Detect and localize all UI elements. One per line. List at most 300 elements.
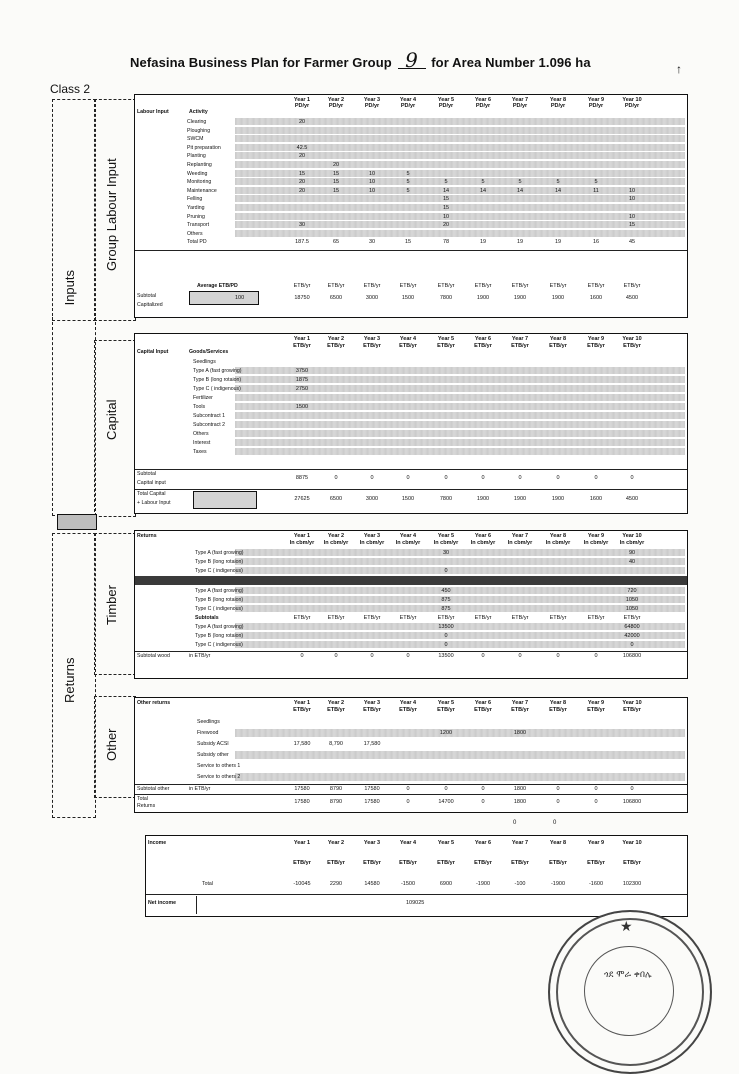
- year-header: Year 3: [363, 97, 381, 103]
- labour-value: 20: [298, 153, 306, 160]
- year-header: Year 9: [587, 97, 605, 103]
- stamp-star-icon: ★: [620, 918, 633, 934]
- inputs-frame-lower: [52, 317, 96, 516]
- activity-8: Maintenance: [187, 187, 217, 194]
- year-header: Year 2: [327, 840, 345, 846]
- capital-item-5: Tools: [193, 404, 206, 410]
- subtotal-other-value: 8790: [329, 786, 343, 792]
- returns-col-label: Returns: [137, 533, 157, 539]
- year-header: Year 8: [549, 700, 567, 706]
- income-total-value: -1500: [400, 881, 416, 887]
- year-header: Year 7: [511, 700, 529, 706]
- subtotal-other-value: 0: [406, 786, 410, 792]
- capital-subtotal-label: Subtotal: [137, 471, 157, 477]
- activity-3: Pit preparation: [187, 144, 221, 151]
- year-header: Year 8: [549, 336, 567, 342]
- year-header: Year 9: [587, 700, 605, 706]
- year-header: Year 10: [622, 700, 642, 706]
- timber-volume: 90: [628, 550, 636, 556]
- year-unit: ETB/yr: [363, 860, 381, 866]
- other-value: 1800: [513, 730, 527, 736]
- labour-value: 15: [442, 205, 450, 211]
- avg-unit: ETB/yr: [587, 283, 605, 289]
- year-header: Year 6: [474, 336, 492, 342]
- timber-volume: 30: [442, 550, 450, 556]
- year-header: Year 2: [327, 97, 345, 103]
- labour-value: 42.5: [296, 144, 308, 151]
- year-header: Year 5: [437, 533, 455, 539]
- goods-col-label: Goods/Services: [189, 349, 229, 355]
- subtotal-other-value: 0: [630, 786, 634, 792]
- capital-subtotal: 0: [334, 475, 338, 481]
- other-item-1: Firewood: [197, 730, 219, 736]
- subtotal-wood-value: 0: [406, 653, 410, 659]
- year-unit: ETB/yr: [623, 343, 641, 349]
- total-capital-value: 1900: [513, 496, 527, 502]
- year-header: Year 8: [549, 840, 567, 846]
- year-unit: ETB/yr: [587, 343, 605, 349]
- shaded-row: [235, 127, 685, 134]
- labour-subtotal: 1900: [513, 295, 527, 301]
- year-header: Year 3: [363, 840, 381, 846]
- total-returns-value: 0: [556, 799, 560, 805]
- year-unit: ETB/yr: [293, 343, 311, 349]
- activity-7: Monitoring: [187, 179, 212, 186]
- year-header: Year 4: [399, 336, 417, 342]
- corner-mark-icon: ↑: [676, 62, 682, 76]
- shaded-row: [235, 751, 685, 759]
- total-returns-value: 8790: [329, 799, 343, 805]
- title-suffix: for Area Number 1.096 ha: [431, 55, 591, 70]
- total-capital-value: 1600: [589, 496, 603, 502]
- timber-price: 1050: [625, 606, 639, 612]
- labour-value: 65: [332, 239, 340, 246]
- year-header: Year 2: [327, 533, 345, 539]
- year-header: Year 2: [327, 700, 345, 706]
- total-capital-value: 1500: [401, 496, 415, 502]
- labour-subtotal: 18750: [294, 295, 310, 301]
- labour-value: 5: [518, 179, 522, 186]
- other-item-0: Seedlings: [197, 719, 220, 725]
- year-header: Year 9: [587, 336, 605, 342]
- labour-value: 14: [516, 187, 524, 194]
- year-header: Year 6: [474, 700, 492, 706]
- capital-item-10: Taxes: [193, 449, 207, 455]
- labour-value: 5: [556, 179, 560, 186]
- labour-value: 10: [628, 213, 636, 220]
- labour-subtotal: 3000: [365, 295, 379, 301]
- year-unit: In cbm/yr: [433, 540, 459, 546]
- subtotal-other-unit: in ETB/yr: [189, 786, 211, 792]
- timber-value-type-0: Type A (fast growing): [195, 624, 244, 630]
- capital-item-0: Seedlings: [193, 359, 216, 365]
- year-header: Year 4: [399, 97, 417, 103]
- shaded-row: [235, 161, 685, 168]
- year-unit: In cbm/yr: [507, 540, 533, 546]
- year-unit: ETB/yr: [437, 343, 455, 349]
- inputs-label: Inputs: [62, 270, 77, 306]
- total-capital-value: 6500: [329, 496, 343, 502]
- subtotal-other-value: 0: [481, 786, 485, 792]
- row-divider: [135, 250, 687, 251]
- year-unit: In cbm/yr: [395, 540, 421, 546]
- subtotal-other-value: 1800: [513, 786, 527, 792]
- labour-subtotal: 1900: [551, 295, 565, 301]
- income-total-value: 102300: [622, 881, 642, 887]
- labour-value: 19: [516, 239, 524, 246]
- year-header: Year 7: [511, 97, 529, 103]
- total-returns-label: Total: [137, 796, 148, 802]
- labour-value: 5: [444, 179, 448, 186]
- year-unit: ETB/yr: [363, 343, 381, 349]
- subtotal-wood-value: 0: [370, 653, 374, 659]
- net-income-divider: [196, 896, 197, 914]
- labour-value: 5: [481, 179, 485, 186]
- timber-vol-type-0: Type A (fast growing): [195, 550, 244, 556]
- total-returns-value: 17580: [364, 799, 380, 805]
- labour-value: 30: [298, 222, 306, 229]
- year-unit: ETB/yr: [437, 707, 455, 713]
- avg-unit: ETB/yr: [399, 283, 417, 289]
- row-divider: [135, 784, 687, 785]
- avg-unit: ETB/yr: [363, 283, 381, 289]
- labour-value: 15: [404, 239, 412, 246]
- shaded-row: [235, 448, 685, 455]
- year-unit: In cbm/yr: [289, 540, 315, 546]
- year-unit: ETB/yr: [511, 707, 529, 713]
- timber-price-type-0: Type A (fast growing): [195, 588, 244, 594]
- etb-unit: ETB/yr: [437, 615, 455, 621]
- labour-value: 10: [628, 187, 636, 194]
- capital-subtotal: 0: [370, 475, 374, 481]
- shaded-row: [235, 439, 685, 446]
- year-header: Year 8: [549, 97, 567, 103]
- inputs-grey-box: [57, 514, 97, 530]
- shaded-row: [235, 412, 685, 419]
- labour-value: 15: [298, 170, 306, 177]
- year-unit: PD/yr: [624, 103, 640, 109]
- income-table: [145, 835, 688, 917]
- year-unit: ETB/yr: [549, 343, 567, 349]
- labour-value: 20: [442, 222, 450, 229]
- capital-label: Capital: [104, 399, 119, 441]
- year-unit: ETB/yr: [623, 707, 641, 713]
- year-unit: PD/yr: [400, 103, 416, 109]
- year-unit: PD/yr: [475, 103, 491, 109]
- timber-price: 875: [441, 606, 451, 612]
- year-header: Year 2: [327, 336, 345, 342]
- labour-value: 20: [298, 179, 306, 186]
- activity-14: Total PD: [187, 239, 207, 246]
- avg-unit: ETB/yr: [511, 283, 529, 289]
- year-unit: ETB/yr: [474, 860, 492, 866]
- capital-subtotal: 0: [630, 475, 634, 481]
- group-number-handwritten: 9: [398, 52, 426, 69]
- subtotal-wood-value: 0: [300, 653, 304, 659]
- capital-value: 2750: [295, 386, 309, 392]
- year-unit: ETB/yr: [363, 707, 381, 713]
- labour-table: [134, 94, 688, 318]
- etb-unit: ETB/yr: [587, 615, 605, 621]
- timber-price-type-2: Type C ( indigenous): [195, 606, 243, 612]
- year-unit: PD/yr: [512, 103, 528, 109]
- timber-price: 1050: [625, 597, 639, 603]
- timber-value: 0: [444, 642, 448, 648]
- avg-unit: ETB/yr: [549, 283, 567, 289]
- year-unit: ETB/yr: [293, 860, 311, 866]
- capital-subtotal: 0: [481, 475, 485, 481]
- labour-value: 10: [368, 187, 376, 194]
- year-header: Year 10: [622, 840, 642, 846]
- year-header: Year 1: [293, 336, 311, 342]
- capital-item-6: Subcontract 1: [193, 413, 226, 419]
- subtotals-label: Subtotals: [195, 615, 219, 621]
- year-header: Year 1: [293, 700, 311, 706]
- avg-unit: ETB/yr: [293, 283, 311, 289]
- income-total-value: -1600: [588, 881, 604, 887]
- total-capital-value: 7800: [439, 496, 453, 502]
- labour-value: 5: [406, 179, 410, 186]
- activity-2: SWCM: [187, 136, 204, 143]
- activity-0: Clearing: [187, 119, 207, 125]
- total-returns-value: 1800: [513, 799, 527, 805]
- year-header: Year 5: [437, 840, 455, 846]
- labour-col-label: Labour Input: [137, 109, 169, 115]
- activity-9: Felling: [187, 196, 203, 203]
- timber-table: [134, 530, 688, 679]
- subtotal-wood-value: 0: [481, 653, 485, 659]
- etb-unit: ETB/yr: [399, 615, 417, 621]
- subtotal-wood-label: Subtotal wood: [137, 653, 170, 659]
- labour-value: 187.5: [295, 239, 309, 246]
- shaded-row: [235, 773, 685, 781]
- year-unit: ETB/yr: [293, 707, 311, 713]
- avg-unit: ETB/yr: [623, 283, 641, 289]
- year-unit: ETB/yr: [399, 860, 417, 866]
- returns-label: Returns: [62, 657, 77, 703]
- timber-volume: 0: [444, 568, 448, 574]
- year-unit: In cbm/yr: [583, 540, 609, 546]
- year-unit: In cbm/yr: [470, 540, 496, 546]
- subtotal-label: Subtotal: [137, 293, 157, 299]
- total-returns-value: 17580: [294, 799, 310, 805]
- year-header: Year 3: [363, 700, 381, 706]
- etb-unit: ETB/yr: [511, 615, 529, 621]
- subtotal-wood-value: 0: [334, 653, 338, 659]
- shaded-row: [235, 430, 685, 437]
- capital-item-4: Fertilizer: [193, 395, 213, 401]
- subtotal-wood-unit: in ETB/yr: [189, 653, 211, 659]
- income-total-value: -1900: [550, 881, 566, 887]
- labour-value: 14: [479, 187, 487, 194]
- year-unit: ETB/yr: [549, 707, 567, 713]
- year-unit: ETB/yr: [549, 860, 567, 866]
- year-unit: PD/yr: [294, 103, 310, 109]
- timber-price-type-1: Type B (long rotaion): [195, 597, 244, 603]
- year-unit: PD/yr: [328, 103, 344, 109]
- total-returns-value: 0: [481, 799, 485, 805]
- subtotal-wood-value: 0: [556, 653, 560, 659]
- total-capital-value: 1900: [551, 496, 565, 502]
- year-header: Year 10: [622, 97, 642, 103]
- year-header: Year 4: [399, 840, 417, 846]
- year-header: Year 9: [587, 840, 605, 846]
- labour-value: 20: [298, 119, 306, 125]
- subtotal-other-value: 0: [444, 786, 448, 792]
- activity-col-label: Activity: [189, 109, 208, 115]
- other-item-4: Service to others 1: [197, 763, 241, 769]
- activity-1: Ploughing: [187, 127, 211, 134]
- stamp-inner-ring: [584, 946, 674, 1036]
- labour-value: 10: [368, 170, 376, 177]
- carryover-value: 0: [513, 820, 517, 826]
- year-unit: In cbm/yr: [323, 540, 349, 546]
- timber-price: 450: [441, 588, 451, 594]
- title-prefix: Nefasina Business Plan for Farmer Group: [130, 55, 392, 70]
- avg-unit: ETB/yr: [327, 283, 345, 289]
- year-unit: PD/yr: [550, 103, 566, 109]
- capitalized-label: Capitalized: [137, 302, 163, 308]
- total-capital-value: 4500: [625, 496, 639, 502]
- page-title: [130, 48, 591, 72]
- etb-unit: ETB/yr: [623, 615, 641, 621]
- labour-value: 15: [332, 179, 340, 186]
- avg-etb-label: Average ETB/PD: [197, 283, 238, 289]
- etb-unit: ETB/yr: [327, 615, 345, 621]
- income-total-value: -1900: [475, 881, 491, 887]
- class-label: Class 2: [50, 82, 91, 96]
- labour-value: 14: [442, 187, 450, 194]
- other-item-2: Subsidy ACSI: [197, 741, 229, 747]
- year-unit: PD/yr: [364, 103, 380, 109]
- carryover-value: 0: [553, 820, 557, 826]
- year-header: Year 10: [622, 533, 642, 539]
- year-unit: ETB/yr: [474, 343, 492, 349]
- labour-value: 20: [332, 162, 340, 168]
- income-total-value: 14580: [364, 881, 380, 887]
- timber-value: 0: [630, 642, 634, 648]
- income-col-label: Income: [148, 840, 167, 846]
- dark-separator-row: [135, 576, 687, 585]
- total-returns-value: 0: [406, 799, 410, 805]
- capital-value: 1500: [295, 404, 309, 410]
- capital-subtotal: 0: [594, 475, 598, 481]
- labour-subtotal: 1600: [589, 295, 603, 301]
- timber-price: 720: [627, 588, 637, 594]
- timber-value: 64800: [624, 624, 640, 630]
- labour-value: 78: [442, 239, 450, 246]
- total-capital-value: 27625: [294, 496, 310, 502]
- timber-label: Timber: [104, 585, 119, 625]
- activity-5: Replanting: [187, 162, 212, 168]
- capital-item-2: Type B (long rotaion): [193, 377, 242, 383]
- capital-subtotal: 0: [518, 475, 522, 481]
- other-item-3: Subsidy other: [197, 752, 229, 758]
- total-returns-value: 0: [594, 799, 598, 805]
- timber-vol-type-2: Type C ( indigenous): [195, 568, 243, 574]
- income-total-value: 2290: [329, 881, 343, 887]
- year-header: Year 3: [363, 533, 381, 539]
- timber-volume: 40: [628, 559, 636, 565]
- year-header: Year 8: [549, 533, 567, 539]
- labour-value: 10: [628, 196, 636, 203]
- shaded-row: [235, 135, 685, 142]
- total-capital-value: 1900: [476, 496, 490, 502]
- year-header: Year 4: [399, 700, 417, 706]
- labour-value: 10: [442, 213, 450, 220]
- activity-13: Others: [187, 230, 203, 237]
- labour-value: 5: [406, 187, 410, 194]
- year-header: Year 6: [474, 840, 492, 846]
- row-divider: [135, 489, 687, 490]
- capital-value: 3750: [295, 368, 309, 374]
- labour-subtotal: 1900: [476, 295, 490, 301]
- capital-item-3: Type C ( indigenous): [193, 386, 241, 392]
- year-header: Year 7: [511, 336, 529, 342]
- timber-value: 0: [444, 633, 448, 639]
- capital-subtotal: 0: [406, 475, 410, 481]
- subtotal-other-value: 0: [556, 786, 560, 792]
- total-capital-box: [193, 491, 257, 509]
- labour-value: 20: [298, 187, 306, 194]
- year-header: Year 10: [622, 336, 642, 342]
- subtotal-other-value: 17580: [294, 786, 310, 792]
- year-unit: ETB/yr: [623, 860, 641, 866]
- avg-unit: ETB/yr: [474, 283, 492, 289]
- row-divider: [135, 651, 687, 652]
- subtotal-wood-value: 0: [518, 653, 522, 659]
- labour-value: 15: [332, 187, 340, 194]
- net-income-value: 109025: [406, 900, 425, 906]
- labour-value: 16: [592, 239, 600, 246]
- year-header: Year 5: [437, 336, 455, 342]
- year-unit: In cbm/yr: [545, 540, 571, 546]
- labour-value: 11: [593, 187, 599, 194]
- activity-4: Planting: [187, 153, 206, 160]
- year-unit: ETB/yr: [587, 860, 605, 866]
- year-header: Year 5: [437, 97, 455, 103]
- year-header: Year 6: [474, 533, 492, 539]
- income-total-label: Total: [202, 881, 213, 887]
- official-stamp: [548, 910, 712, 1074]
- capital-table: [134, 333, 688, 514]
- activity-10: Yarding: [187, 205, 205, 211]
- labour-subtotal: 7800: [439, 295, 453, 301]
- labour-value: 19: [554, 239, 562, 246]
- total-returns-label2: Returns: [137, 803, 156, 809]
- year-header: Year 3: [363, 336, 381, 342]
- year-unit: ETB/yr: [327, 707, 345, 713]
- group-labour-label: Group Labour Input: [104, 158, 119, 272]
- year-unit: In cbm/yr: [619, 540, 645, 546]
- labour-value: 5: [594, 179, 598, 186]
- income-total-value: -10045: [293, 881, 311, 887]
- year-unit: ETB/yr: [587, 707, 605, 713]
- other-returns-col-label: Other returns: [137, 700, 171, 706]
- labour-value: 45: [628, 239, 636, 246]
- labour-value: 19: [479, 239, 487, 246]
- activity-6: Weeding: [187, 170, 208, 177]
- subtotal-other-value: 17580: [364, 786, 380, 792]
- capital-item-8: Others: [193, 431, 209, 437]
- income-total-value: -100: [514, 881, 526, 887]
- avg-unit: ETB/yr: [437, 283, 455, 289]
- total-returns-value: 106800: [622, 799, 642, 805]
- labour-value: 5: [406, 170, 410, 177]
- labour-value: 30: [368, 239, 376, 246]
- subtotal-wood-value: 13500: [438, 653, 454, 659]
- year-unit: ETB/yr: [474, 707, 492, 713]
